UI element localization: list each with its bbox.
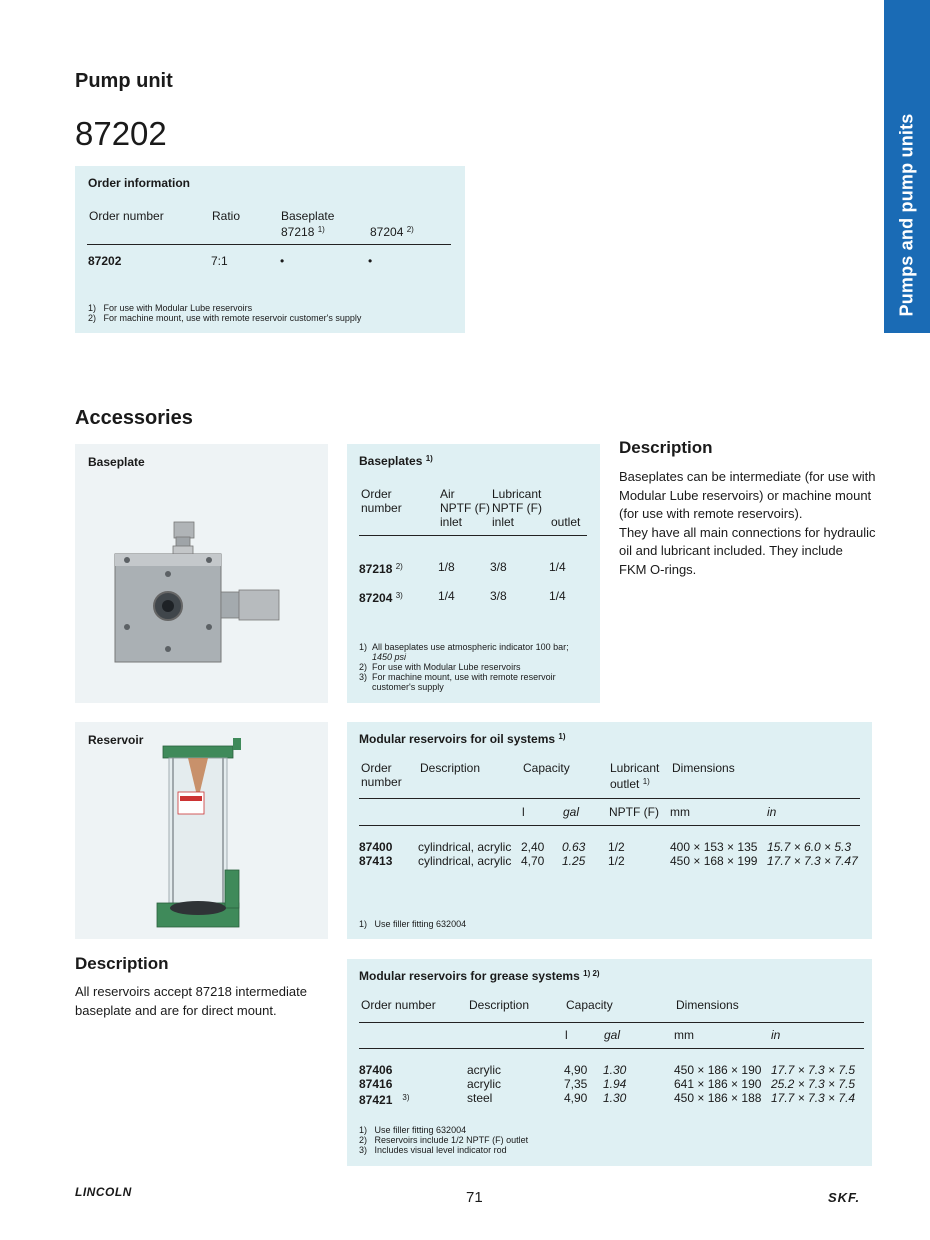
grease-header-capacity: Capacity	[566, 998, 613, 1012]
grease-unit-gal: gal	[604, 1028, 621, 1042]
grease-header-dimensions: Dimensions	[676, 998, 739, 1012]
side-tab	[884, 0, 930, 333]
page-number: 71	[466, 1189, 483, 1206]
reservoir-description-text: All reservoirs accept 87218 intermediate baseplate and are for direct mount.	[75, 984, 307, 1018]
oil-header-outlet: outlet $^{1)}$	[610, 777, 650, 791]
oil-cell: 450 × 168 × 199	[670, 854, 758, 868]
bp-cell: 1/8	[438, 560, 455, 574]
order-information-title: Order information	[88, 176, 191, 190]
footnote-3: 3) Includes visual level indicator rod	[359, 1145, 507, 1155]
oil-header-description: Description	[420, 761, 481, 775]
footnote-2: 2) For machine mount, use with remote reservoir customer's supply	[88, 313, 362, 323]
table-rule	[359, 825, 860, 826]
order-information-panel	[75, 166, 465, 333]
grease-cell: 450 × 186 × 190	[674, 1063, 762, 1077]
baseplates-title: Baseplates $^{1)}$	[359, 454, 433, 468]
oil-cell: 15.7 × 6.0 × 5.3	[767, 840, 852, 854]
bp-header-order: Order	[361, 487, 392, 501]
model-number: 87202	[75, 115, 167, 152]
grease-reservoirs-panel	[347, 959, 872, 1166]
footnote-ref: 3)	[359, 672, 368, 682]
header-baseplate: Baseplate	[281, 209, 335, 223]
footnote-1: 1) For use with Modular Lube reservoirs	[88, 303, 253, 313]
grease-cell: 25.2 × 7.3 × 7.5	[771, 1077, 856, 1091]
footnote-2: 2) Reservoirs include 1/2 NPTF (F) outlet	[359, 1135, 529, 1145]
grease-cell: 1.30	[603, 1091, 627, 1105]
oil-unit-nptf: NPTF (F)	[609, 805, 659, 819]
footnote-1-psi: 1450 psi	[372, 652, 407, 662]
grease-cell: 4,90	[564, 1091, 588, 1105]
oil-cell: 2,40	[521, 840, 545, 854]
row-ratio: 7:1	[211, 254, 228, 268]
oil-cell: cylindrical, acrylic	[418, 854, 512, 868]
oil-reservoirs-panel	[347, 722, 872, 939]
header-ratio: Ratio	[212, 209, 241, 223]
description-text: Baseplates can be intermediate (for use with Modular Lube reservoirs) or machine mount (for use with remote reservoirs). They have all main connections for hydraulic oil and lubricant included. They include FKM O-rings.	[619, 469, 876, 577]
footnote-ref: 2)	[359, 662, 368, 672]
oil-header-order: Order	[361, 761, 392, 775]
grease-cell: steel	[467, 1091, 493, 1105]
baseplate-image	[75, 444, 328, 703]
grease-cell: 450 × 186 × 188	[674, 1091, 762, 1105]
oil-cell: 1.25	[562, 854, 586, 868]
bp-header-air-nptf: NPTF (F)	[440, 501, 490, 515]
table-rule	[359, 798, 860, 799]
baseplate-panel-title: Baseplate	[88, 455, 145, 469]
table-row: 87218 $^{2)}$	[359, 562, 403, 576]
footnote-1: All baseplates use atmospheric indicator 100 bar;	[372, 642, 569, 652]
bp-header-air-inlet: inlet	[440, 515, 463, 529]
footnote-2: For use with Modular Lube reservoirs	[372, 662, 521, 672]
bp-header-air: Air	[440, 487, 455, 501]
table-row: 87413	[359, 854, 393, 868]
row-bp1-dot: •	[280, 254, 285, 268]
oil-cell: 1/2	[608, 840, 625, 854]
footnote-ref: 1)	[359, 642, 368, 652]
reservoir-description-title: Description	[75, 954, 169, 973]
grease-header-order: Order number	[361, 998, 436, 1012]
oil-unit-l: l	[522, 805, 525, 819]
header-baseplate-87218: 87218 $^{1)}$	[281, 225, 325, 239]
grease-unit-mm: mm	[674, 1028, 694, 1042]
row-order: 87202	[88, 254, 122, 268]
grease-unit-l: l	[565, 1028, 568, 1042]
bp-cell: 1/4	[549, 560, 566, 574]
grease-cell: acrylic	[467, 1063, 502, 1077]
grease-cell: 17.7 × 7.3 × 7.4	[771, 1091, 856, 1105]
bp-header-number: number	[361, 501, 402, 515]
grease-cell: acrylic	[467, 1077, 502, 1091]
bp-header-outlet: outlet	[551, 515, 581, 529]
grease-cell: 1.30	[603, 1063, 627, 1077]
footnote-1: 1) Use filler fitting 632004	[359, 919, 467, 929]
table-row: 87421 $^{3)}$	[359, 1093, 410, 1107]
bp-header-lub-nptf: NPTF (F)	[492, 501, 542, 515]
table-rule	[359, 1022, 864, 1023]
table-row: 87416	[359, 1077, 393, 1091]
lincoln-logo: LINCOLN	[75, 1185, 132, 1199]
footnote-3: For machine mount, use with remote reservoir	[372, 672, 556, 682]
table-row: 87400	[359, 840, 393, 854]
oil-cell: 400 × 153 × 135	[670, 840, 758, 854]
description-title: Description	[619, 438, 713, 457]
grease-title: Modular reservoirs for grease systems $^{1) 2)}$	[359, 969, 600, 983]
bp-cell: 3/8	[490, 589, 507, 603]
footnote-3-cont: customer's supply	[372, 682, 444, 692]
oil-unit-mm: mm	[670, 805, 690, 819]
bp-header-lub-inlet: inlet	[492, 515, 515, 529]
header-order-number: Order number	[89, 209, 164, 223]
reservoir-panel-title: Reservoir	[88, 733, 144, 747]
table-rule	[359, 1048, 864, 1049]
grease-cell: 7,35	[564, 1077, 588, 1091]
table-rule	[359, 535, 587, 536]
oil-header-lubricant: Lubricant	[610, 761, 660, 775]
bp-header-lubricant: Lubricant	[492, 487, 542, 501]
bp-cell: 1/4	[438, 589, 455, 603]
row-bp2-dot: •	[368, 254, 373, 268]
grease-unit-in: in	[771, 1028, 781, 1042]
side-tab-label: Pumps and pump units	[896, 113, 917, 317]
oil-unit-in: in	[767, 805, 777, 819]
oil-cell: cylindrical, acrylic	[418, 840, 512, 854]
table-row: 87204 $^{3)}$	[359, 591, 403, 605]
oil-cell: 17.7 × 7.3 × 7.47	[767, 854, 858, 868]
oil-header-number: number	[361, 775, 402, 789]
accessories-heading: Accessories	[75, 407, 193, 429]
oil-cell: 0.63	[562, 840, 586, 854]
oil-header-capacity: Capacity	[523, 761, 570, 775]
bp-cell: 1/4	[549, 589, 566, 603]
table-row: 87406	[359, 1063, 393, 1077]
baseplate-image-panel	[75, 444, 328, 703]
grease-cell: 641 × 186 × 190	[674, 1077, 762, 1091]
oil-title: Modular reservoirs for oil systems $^{1)}$	[359, 732, 566, 746]
grease-cell: 17.7 × 7.3 × 7.5	[771, 1063, 856, 1077]
grease-cell: 1.94	[603, 1077, 627, 1091]
oil-header-dimensions: Dimensions	[672, 761, 735, 775]
table-rule	[87, 244, 451, 245]
reservoir-image	[75, 722, 328, 939]
header-baseplate-87204: 87204 $^{2)}$	[370, 225, 414, 239]
baseplates-panel	[347, 444, 600, 703]
oil-cell: 1/2	[608, 854, 625, 868]
grease-header-description: Description	[469, 998, 530, 1012]
page-heading: Pump unit	[75, 70, 173, 92]
grease-cell: 4,90	[564, 1063, 588, 1077]
oil-unit-gal: gal	[563, 805, 580, 819]
footnote-1: 1) Use filler fitting 632004	[359, 1125, 467, 1135]
bp-cell: 3/8	[490, 560, 507, 574]
skf-logo: SKF.	[828, 1190, 861, 1205]
oil-cell: 4,70	[521, 854, 545, 868]
reservoir-image-panel	[75, 722, 328, 939]
